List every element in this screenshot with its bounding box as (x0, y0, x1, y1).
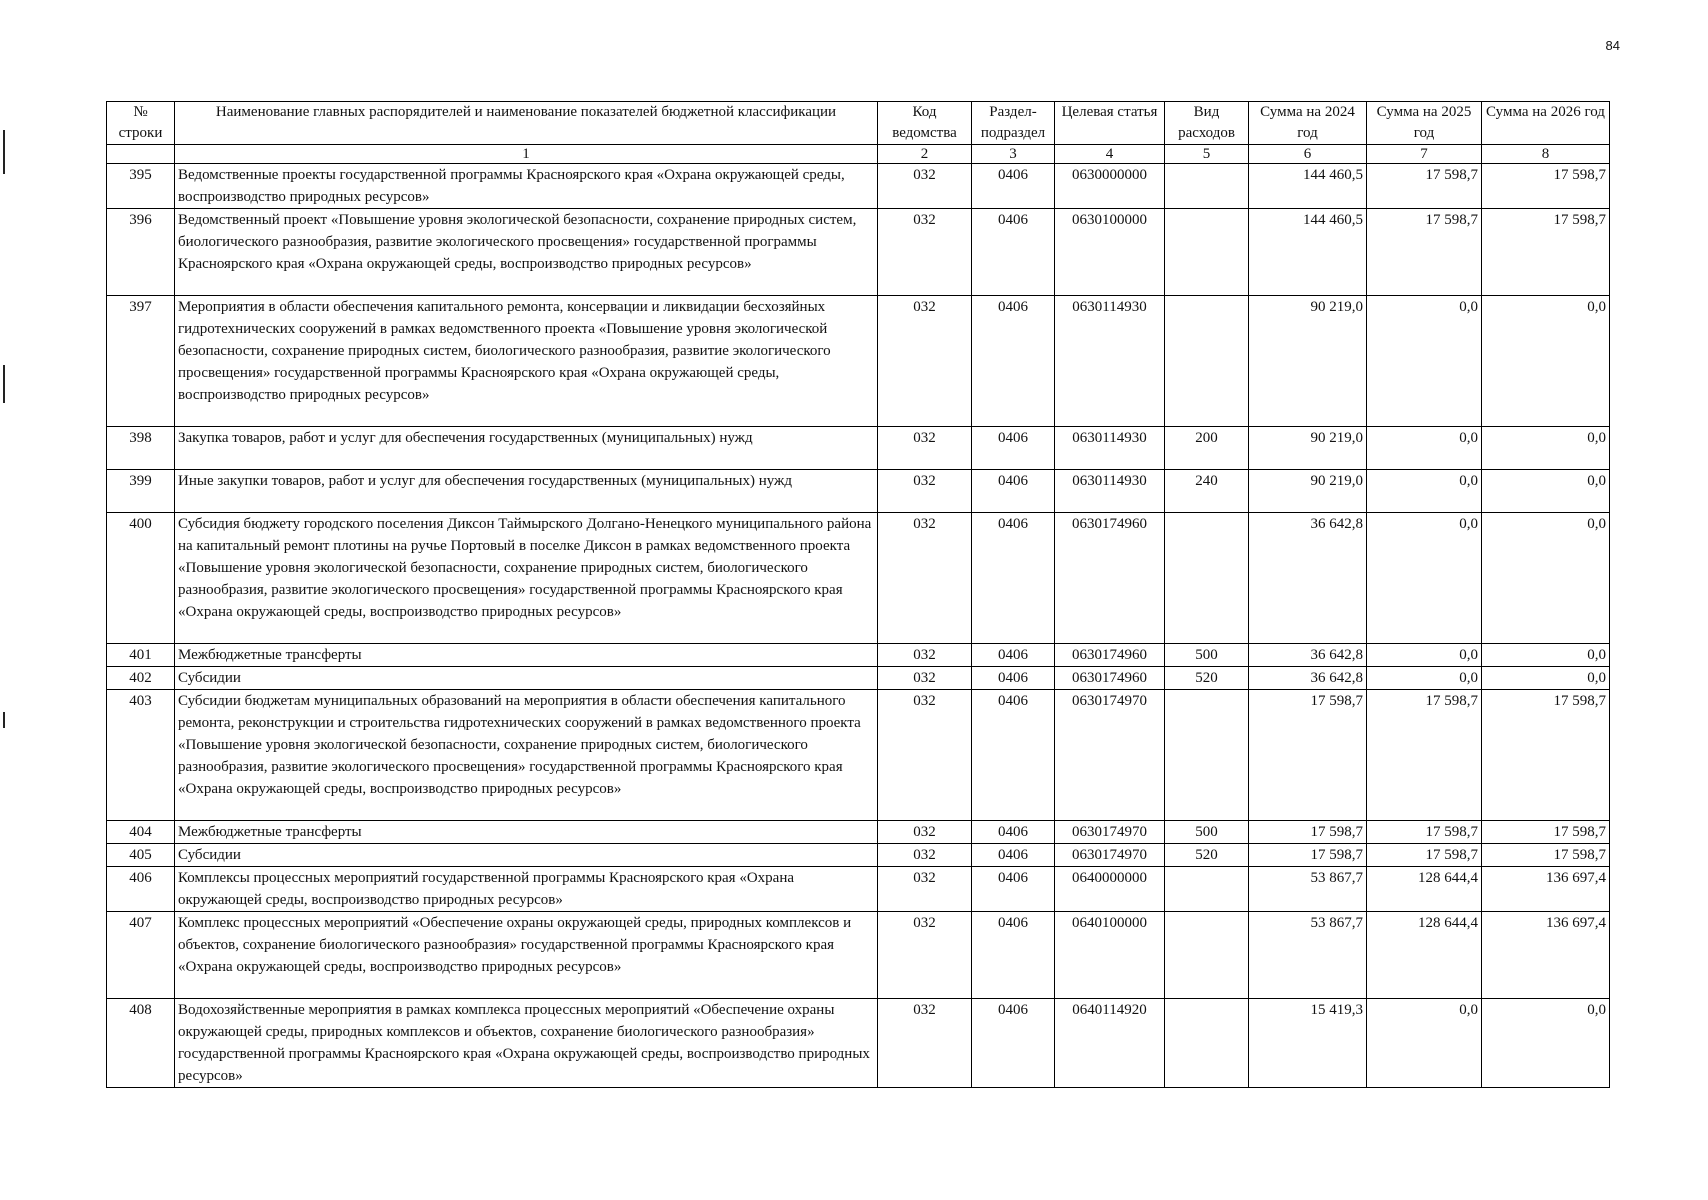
row-name: Мероприятия в области обеспечения капитального ремонта, консервации и ликвидации бесхозяйных гидротехнических сооружений в рамках ведомственного проекта «Повышение уровня экологической безопасности, сохранение природных систем, биологического разнообразия, развитие экологического просвещения» государственной программы Красноярского края «Охрана окружающей среды, воспроизводство природных ресурсов» (175, 296, 878, 427)
target-article: 0630114930 (1055, 427, 1165, 470)
dept-code: 032 (878, 296, 972, 427)
sum-2026: 0,0 (1482, 296, 1610, 427)
target-article: 0630114930 (1055, 296, 1165, 427)
section-code: 0406 (972, 844, 1055, 867)
target-article: 0640100000 (1055, 912, 1165, 999)
table-row (107, 513, 1610, 644)
header-expense-type: Вид расходов (1165, 102, 1249, 145)
row-name: Субсидии бюджетам муниципальных образований на мероприятия в области обеспечения капитального ремонта, реконструкции и строительства гидротехнических сооружений в рамках ведомственного проекта «Повышение уровня экологической безопасности, сохранение природных систем, биологического разнообразия, развитие экологического просвещения» государственной программы Красноярского края «Охрана окружающей среды, воспроизводство природных ресурсов» (175, 690, 878, 821)
section-code: 0406 (972, 690, 1055, 821)
sum-2025: 128 644,4 (1367, 867, 1482, 912)
row-number: 395 (107, 164, 175, 209)
table-row (107, 164, 1610, 209)
table-row (107, 209, 1610, 296)
table-row (107, 470, 1610, 513)
sum-2025: 0,0 (1367, 513, 1482, 644)
sum-2026: 0,0 (1482, 513, 1610, 644)
row-name: Субсидии (175, 667, 878, 690)
column-number: 5 (1165, 145, 1249, 164)
table-row (107, 644, 1610, 667)
row-number: 402 (107, 667, 175, 690)
sum-2026: 0,0 (1482, 470, 1610, 513)
sum-2024: 15 419,3 (1249, 999, 1367, 1088)
column-number: 1 (175, 145, 878, 164)
expense-type (1165, 912, 1249, 999)
sum-2026: 17 598,7 (1482, 844, 1610, 867)
sum-2025: 17 598,7 (1367, 821, 1482, 844)
header-section: Раздел-подраздел (972, 102, 1055, 145)
column-number: 7 (1367, 145, 1482, 164)
target-article: 0640000000 (1055, 867, 1165, 912)
column-number: 3 (972, 145, 1055, 164)
sum-2025: 17 598,7 (1367, 690, 1482, 821)
target-article: 0630100000 (1055, 209, 1165, 296)
target-article: 0630174970 (1055, 821, 1165, 844)
row-number: 399 (107, 470, 175, 513)
target-article: 0630174970 (1055, 844, 1165, 867)
row-number: 397 (107, 296, 175, 427)
sum-2026: 0,0 (1482, 644, 1610, 667)
row-name: Водохозяйственные мероприятия в рамках комплекса процессных мероприятий «Обеспечение охраны окружающей среды, природных комплексов и объектов, сохранение биологического разнообразия» государственной программы Красноярского края «Охрана окружающей среды, воспроизводство природных ресурсов» (175, 999, 878, 1088)
sum-2024: 90 219,0 (1249, 427, 1367, 470)
table-row (107, 867, 1610, 912)
table-row (107, 999, 1610, 1088)
row-name: Комплексы процессных мероприятий государственной программы Красноярского края «Охрана окружающей среды, воспроизводство природных ресурсов» (175, 867, 878, 912)
expense-type (1165, 209, 1249, 296)
column-number (107, 145, 175, 164)
dept-code: 032 (878, 427, 972, 470)
row-number: 404 (107, 821, 175, 844)
row-number: 401 (107, 644, 175, 667)
expense-type (1165, 690, 1249, 821)
section-code: 0406 (972, 209, 1055, 296)
sum-2026: 17 598,7 (1482, 209, 1610, 296)
scan-margin-mark (3, 365, 5, 403)
sum-2024: 90 219,0 (1249, 296, 1367, 427)
table-row (107, 427, 1610, 470)
sum-2025: 0,0 (1367, 644, 1482, 667)
row-name: Закупка товаров, работ и услуг для обеспечения государственных (муниципальных) нужд (175, 427, 878, 470)
dept-code: 032 (878, 164, 972, 209)
dept-code: 032 (878, 821, 972, 844)
dept-code: 032 (878, 513, 972, 644)
dept-code: 032 (878, 999, 972, 1088)
row-number: 406 (107, 867, 175, 912)
expense-type: 240 (1165, 470, 1249, 513)
sum-2026: 17 598,7 (1482, 690, 1610, 821)
sum-2024: 144 460,5 (1249, 209, 1367, 296)
sum-2025: 128 644,4 (1367, 912, 1482, 999)
sum-2026: 0,0 (1482, 427, 1610, 470)
table-row (107, 912, 1610, 999)
column-number: 2 (878, 145, 972, 164)
row-number: 398 (107, 427, 175, 470)
sum-2024: 144 460,5 (1249, 164, 1367, 209)
section-code: 0406 (972, 513, 1055, 644)
sum-2024: 53 867,7 (1249, 867, 1367, 912)
expense-type: 500 (1165, 821, 1249, 844)
row-number: 396 (107, 209, 175, 296)
sum-2026: 0,0 (1482, 999, 1610, 1088)
expense-type (1165, 164, 1249, 209)
sum-2025: 0,0 (1367, 667, 1482, 690)
expense-type: 520 (1165, 667, 1249, 690)
target-article: 0630174960 (1055, 644, 1165, 667)
section-code: 0406 (972, 296, 1055, 427)
header-row (107, 102, 1610, 145)
header-target-article: Целевая статья (1055, 102, 1165, 145)
dept-code: 032 (878, 667, 972, 690)
dept-code: 032 (878, 867, 972, 912)
section-code: 0406 (972, 470, 1055, 513)
section-code: 0406 (972, 999, 1055, 1088)
expense-type: 200 (1165, 427, 1249, 470)
row-number: 403 (107, 690, 175, 821)
dept-code: 032 (878, 912, 972, 999)
sum-2024: 17 598,7 (1249, 844, 1367, 867)
row-name: Комплекс процессных мероприятий «Обеспечение охраны окружающей среды, природных комплексов и объектов, сохранение биологического разнообразия» государственной программы Красноярского края «Охрана окружающей среды, воспроизводство природных ресурсов» (175, 912, 878, 999)
section-code: 0406 (972, 912, 1055, 999)
table-row (107, 821, 1610, 844)
sum-2026: 136 697,4 (1482, 912, 1610, 999)
budget-table (106, 101, 1610, 1088)
target-article: 0640114920 (1055, 999, 1165, 1088)
header-dept-code: Код ведомства (878, 102, 972, 145)
sum-2025: 17 598,7 (1367, 164, 1482, 209)
dept-code: 032 (878, 690, 972, 821)
dept-code: 032 (878, 644, 972, 667)
scan-margin-mark (3, 712, 5, 728)
row-name: Субсидии (175, 844, 878, 867)
target-article: 0630174970 (1055, 690, 1165, 821)
table-row (107, 844, 1610, 867)
header-name: Наименование главных распорядителей и наименование показателей бюджетной классификации (175, 102, 878, 145)
column-number: 8 (1482, 145, 1610, 164)
sum-2024: 36 642,8 (1249, 513, 1367, 644)
row-name: Ведомственный проект «Повышение уровня экологической безопасности, сохранение природных систем, биологического разнообразия, развитие экологического просвещения» государственной программы Красноярского края «Охрана окружающей среды, воспроизводство природных ресурсов» (175, 209, 878, 296)
row-name: Ведомственные проекты государственной программы Красноярского края «Охрана окружающей среды, воспроизводство природных ресурсов» (175, 164, 878, 209)
target-article: 0630000000 (1055, 164, 1165, 209)
row-name: Межбюджетные трансферты (175, 821, 878, 844)
section-code: 0406 (972, 427, 1055, 470)
dept-code: 032 (878, 209, 972, 296)
expense-type (1165, 513, 1249, 644)
header-sum-2025: Сумма на 2025 год (1367, 102, 1482, 145)
sum-2024: 36 642,8 (1249, 644, 1367, 667)
sum-2026: 0,0 (1482, 667, 1610, 690)
section-code: 0406 (972, 667, 1055, 690)
row-number: 405 (107, 844, 175, 867)
expense-type (1165, 867, 1249, 912)
column-number-row (107, 145, 1610, 164)
row-name: Иные закупки товаров, работ и услуг для обеспечения государственных (муниципальных) нужд (175, 470, 878, 513)
section-code: 0406 (972, 821, 1055, 844)
sum-2025: 0,0 (1367, 470, 1482, 513)
row-name: Межбюджетные трансферты (175, 644, 878, 667)
target-article: 0630174960 (1055, 513, 1165, 644)
sum-2026: 17 598,7 (1482, 164, 1610, 209)
target-article: 0630114930 (1055, 470, 1165, 513)
scan-margin-mark (3, 130, 5, 174)
dept-code: 032 (878, 470, 972, 513)
sum-2026: 136 697,4 (1482, 867, 1610, 912)
page-number: 84 (1605, 38, 1620, 53)
sum-2025: 0,0 (1367, 296, 1482, 427)
dept-code: 032 (878, 844, 972, 867)
table-row (107, 667, 1610, 690)
sum-2025: 0,0 (1367, 999, 1482, 1088)
column-number: 6 (1249, 145, 1367, 164)
row-number: 400 (107, 513, 175, 644)
row-name: Субсидия бюджету городского поселения Диксон Таймырского Долгано-Ненецкого муниципального района на капитальный ремонт плотины на ручье Портовый в поселке Диксон в рамках ведомственного проекта «Повышение уровня экологической безопасности, сохранение природных систем, биологического разнообразия, развитие экологического просвещения» государственной программы Красноярского края «Охрана окружающей среды, воспроизводство природных ресурсов» (175, 513, 878, 644)
sum-2025: 17 598,7 (1367, 844, 1482, 867)
header-sum-2026: Сумма на 2026 год (1482, 102, 1610, 145)
section-code: 0406 (972, 164, 1055, 209)
target-article: 0630174960 (1055, 667, 1165, 690)
section-code: 0406 (972, 644, 1055, 667)
column-number: 4 (1055, 145, 1165, 164)
table-row (107, 296, 1610, 427)
expense-type: 500 (1165, 644, 1249, 667)
sum-2024: 90 219,0 (1249, 470, 1367, 513)
sum-2025: 17 598,7 (1367, 209, 1482, 296)
expense-type (1165, 999, 1249, 1088)
sum-2024: 17 598,7 (1249, 821, 1367, 844)
expense-type: 520 (1165, 844, 1249, 867)
sum-2024: 53 867,7 (1249, 912, 1367, 999)
header-sum-2024: Сумма на 2024 год (1249, 102, 1367, 145)
expense-type (1165, 296, 1249, 427)
sum-2024: 36 642,8 (1249, 667, 1367, 690)
row-number: 407 (107, 912, 175, 999)
row-number: 408 (107, 999, 175, 1088)
header-row-number: № строки (107, 102, 175, 145)
section-code: 0406 (972, 867, 1055, 912)
table-row (107, 690, 1610, 821)
sum-2024: 17 598,7 (1249, 690, 1367, 821)
sum-2025: 0,0 (1367, 427, 1482, 470)
sum-2026: 17 598,7 (1482, 821, 1610, 844)
